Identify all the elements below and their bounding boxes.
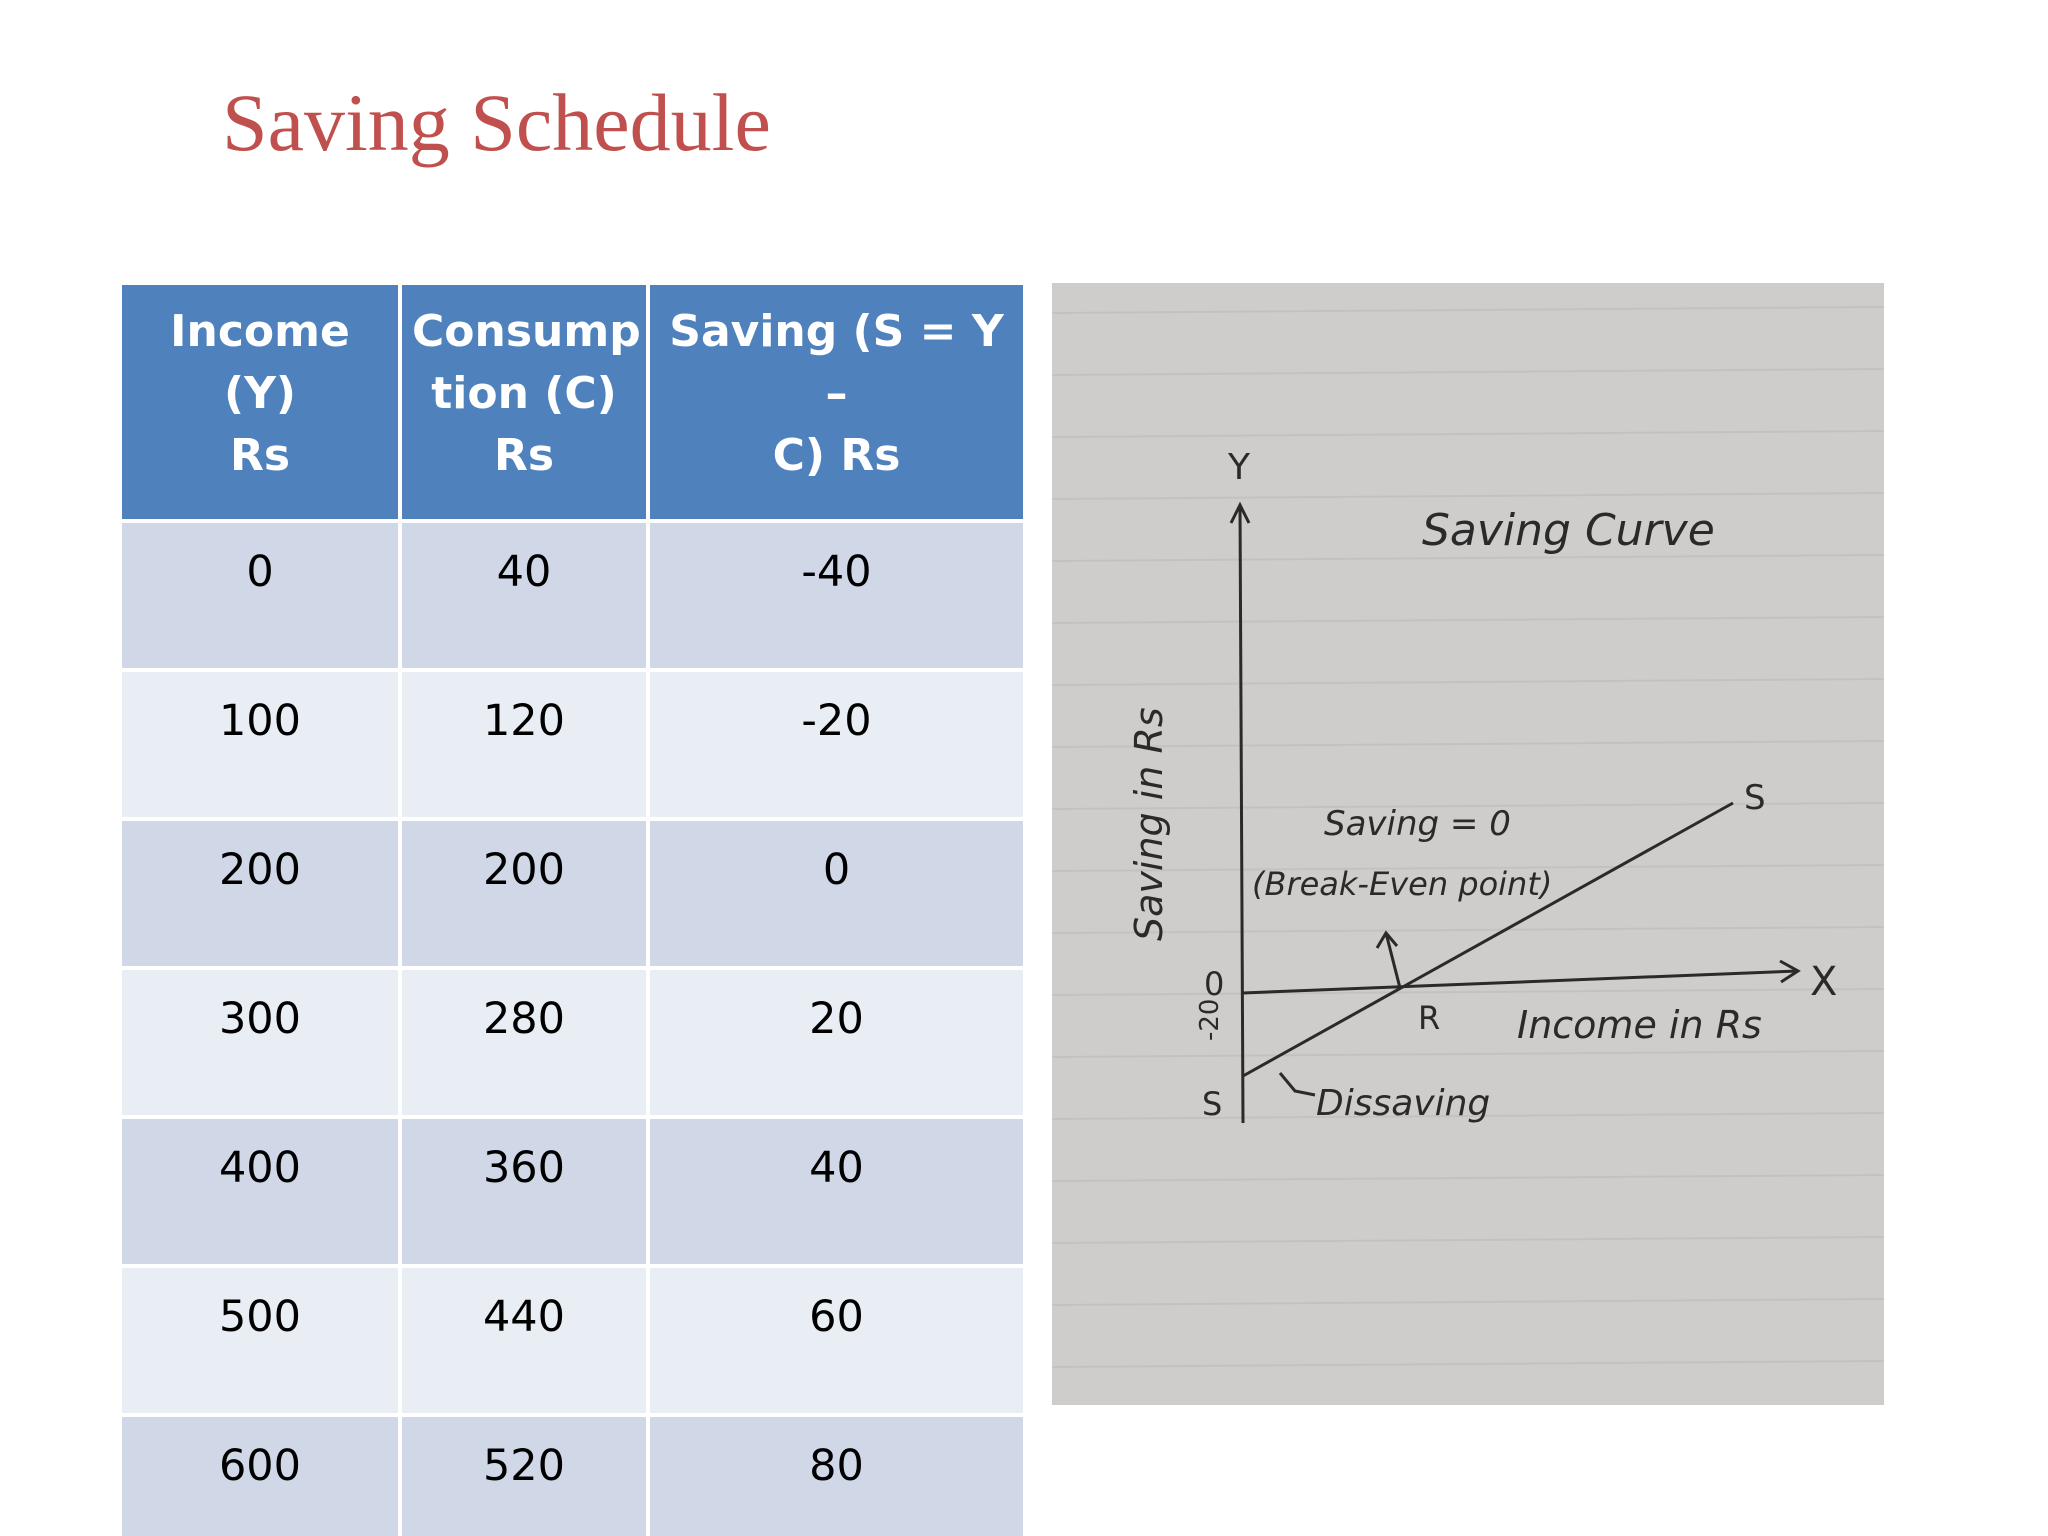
consumption-cell: 360 (400, 1117, 648, 1266)
intercept-label: S (1202, 1085, 1223, 1123)
consumption-cell: 280 (400, 968, 648, 1117)
saving-cell: 20 (648, 968, 1025, 1117)
table-row (120, 1117, 1025, 1266)
header-saving: Saving (S = Y – C) Rs (648, 283, 1025, 521)
income-cell: 100 (120, 670, 400, 819)
table-row (120, 1266, 1025, 1415)
saving-cell: -20 (648, 670, 1025, 819)
saving-cell: 60 (648, 1266, 1025, 1415)
income-cell: 400 (120, 1117, 400, 1266)
saving-cell: -40 (648, 521, 1025, 670)
table-row (120, 670, 1025, 819)
consumption-cell: 120 (400, 670, 648, 819)
income-cell: 300 (120, 968, 400, 1117)
y-axis-title: Saving in Rs (1127, 707, 1171, 941)
curve-title: Saving Curve (1422, 505, 1715, 556)
header-consumption: Consump tion (C) Rs (400, 283, 648, 521)
slide-title: Saving Schedule (222, 77, 771, 168)
dissaving-label: Dissaving (1316, 1083, 1491, 1124)
negative-twenty-label: -20 (1195, 998, 1225, 1041)
table-row (120, 819, 1025, 968)
saving-curve-sketch (1052, 283, 1884, 1405)
consumption-cell: 200 (400, 819, 648, 968)
header-income: Income (Y) Rs (120, 283, 400, 521)
origin-label: 0 (1204, 965, 1225, 1003)
table-header-row (120, 283, 1025, 521)
income-cell: 0 (120, 521, 400, 670)
break-even-letter: R (1418, 999, 1441, 1037)
income-cell: 200 (120, 819, 400, 968)
saving-line-end-label: S (1744, 778, 1766, 818)
income-cell: 600 (120, 1415, 400, 1536)
income-cell: 500 (120, 1266, 400, 1415)
consumption-cell: 40 (400, 521, 648, 670)
consumption-cell: 520 (400, 1415, 648, 1536)
table-row (120, 1415, 1025, 1536)
consumption-cell: 440 (400, 1266, 648, 1415)
table-row (120, 968, 1025, 1117)
x-axis-title: Income in Rs (1517, 1003, 1762, 1047)
break-even-note-line2: (Break-Even point) (1252, 865, 1553, 903)
table-row (120, 521, 1025, 670)
paper-background (1052, 283, 1884, 1405)
y-axis-letter: Y (1228, 447, 1250, 488)
saving-cell: 40 (648, 1117, 1025, 1266)
saving-schedule-table (118, 281, 1027, 1536)
saving-curve-sketch-photo (1052, 283, 1884, 1405)
x-axis-letter: X (1810, 959, 1838, 1005)
saving-cell: 80 (648, 1415, 1025, 1536)
break-even-note-line1: Saving = 0 (1324, 804, 1511, 844)
saving-cell: 0 (648, 819, 1025, 968)
